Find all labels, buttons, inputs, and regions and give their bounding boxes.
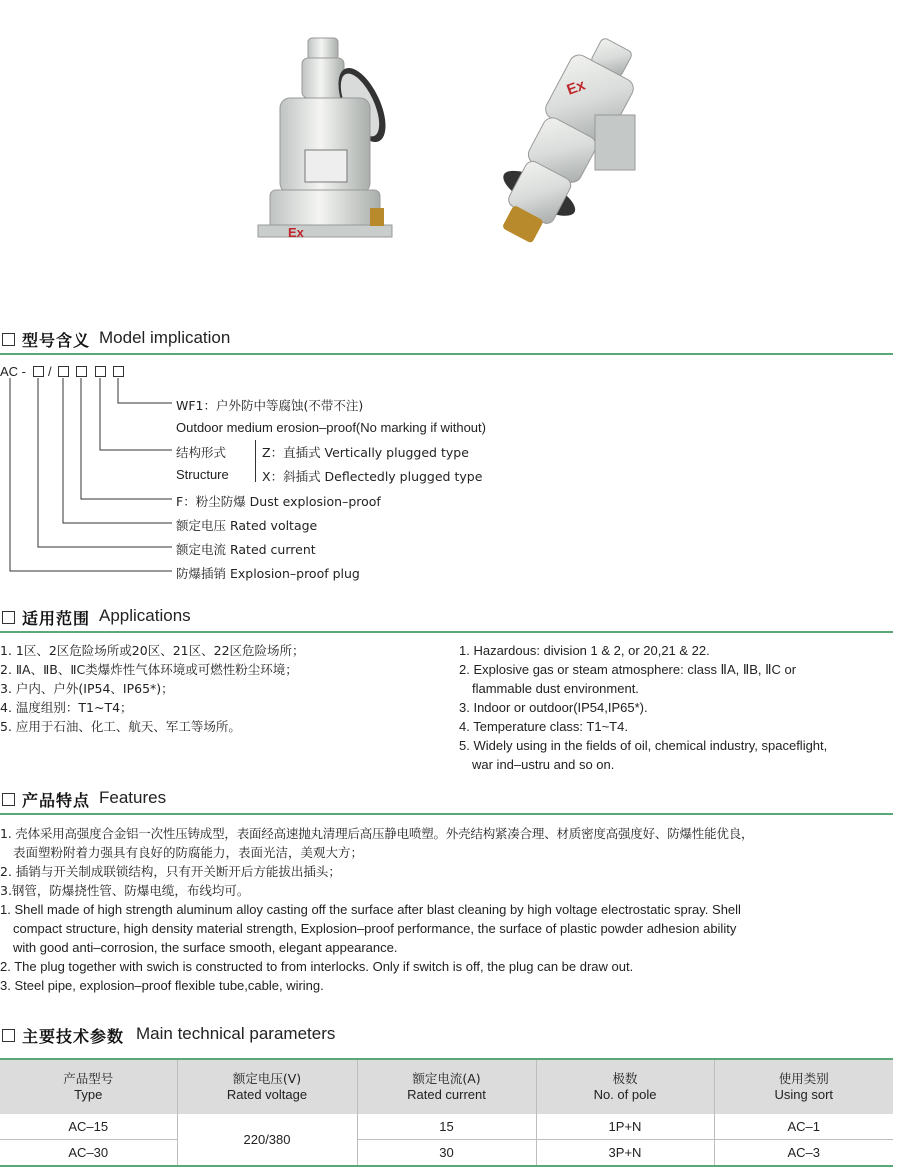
list-item: 1. 壳体采用高强度合金铝一次性压铸成型，表面经高速抛丸清理后高压静电喷塑。外壳结构紧凑合理、材质密度高强度好、防爆性能优良， — [0, 826, 754, 841]
list-item: 1. Shell made of high strength aluminum alloy casting off the surface after blast cleaning by high voltage electrostatic spray. Shell — [0, 902, 741, 917]
applications-en-list — [459, 641, 827, 774]
structure-brace — [255, 440, 256, 482]
list-item: 5. 应用于石油、化工、航天、军工等场所。 — [0, 719, 241, 734]
ex-mark-right: Ex — [564, 76, 588, 99]
section-header-model — [0, 327, 893, 355]
checkbox-icon — [2, 793, 15, 806]
section-title-en: Main technical parameters — [136, 1024, 336, 1043]
list-item: 1. 1区、2区危险场所或20区、21区、22区危险场所； — [0, 643, 305, 658]
section-title-en: Model implication — [99, 328, 231, 347]
z-type-label: Z：直插式 Vertically plugged type — [262, 445, 469, 460]
header-sort: 使用类别 Using sort — [714, 1059, 893, 1114]
wf1-desc-en: Outdoor medium erosion–proof(No marking if without) — [176, 420, 486, 435]
list-item: 4. Temperature class: T1~T4. — [459, 719, 628, 734]
section-header-params — [0, 1023, 893, 1049]
list-item: 3. Indoor or outdoor(IP54,IP65*). — [459, 700, 648, 715]
list-item: 2. Explosive gas or steam atmosphere: class ⅡA, ⅡB, ⅡC or — [459, 662, 797, 677]
model-code-slash: / — [48, 364, 52, 379]
cell-current: 15 — [357, 1114, 536, 1140]
f-dust-label: F：粉尘防爆 Dust explosion–proof — [176, 494, 381, 509]
list-item: 4. 温度组别：T1~T4； — [0, 700, 133, 715]
list-item: with good anti–corrosion, the surface smooth, elegant appearance. — [13, 940, 398, 955]
list-item: 2. The plug together with swich is constructed to from interlocks. Only if switch is off, the plug can be draw out. — [0, 959, 634, 974]
checkbox-icon — [2, 1029, 15, 1042]
table-row — [0, 1114, 893, 1140]
plug-label: 防爆插销 Explosion–proof plug — [176, 566, 360, 581]
checkbox-icon — [2, 333, 15, 346]
model-code-prefix: AC - — [0, 364, 26, 379]
model-code-leader-lines — [0, 376, 180, 576]
header-voltage: 额定电压(V) Rated voltage — [177, 1059, 357, 1114]
section-header-features — [0, 787, 893, 815]
header-poles: 极数 No. of pole — [536, 1059, 714, 1114]
list-item: 3. Steel pipe, explosion–proof flexible tube,cable, wiring. — [0, 978, 324, 993]
current-label: 额定电流 Rated current — [176, 542, 316, 557]
cell-sort: AC–1 — [714, 1114, 893, 1140]
cell-poles: 3P+N — [536, 1140, 714, 1167]
cell-current: 30 — [357, 1140, 536, 1167]
section-title-en: Applications — [99, 606, 191, 625]
section-title-zh: 产品特点 — [22, 791, 91, 810]
list-item: 3.钢管，防爆挠性管、防爆电缆，布线均可。 — [0, 883, 250, 898]
cell-type: AC–30 — [0, 1140, 177, 1167]
cell-type: AC–15 — [0, 1114, 177, 1140]
table-row — [0, 1140, 893, 1167]
header-current: 额定电流(A) Rated current — [357, 1059, 536, 1114]
section-title-zh: 主要技术参数 — [22, 1027, 125, 1046]
list-item: compact structure, high density material strength, Explosion–proof performance, the surface of plastic powder adhesion ability — [13, 921, 737, 936]
checkbox-icon — [2, 611, 15, 624]
header-type: 产品型号 Type — [0, 1059, 177, 1114]
table-header-row — [0, 1059, 893, 1114]
list-item: flammable dust environment. — [472, 681, 639, 696]
ex-mark-left: Ex — [288, 225, 304, 240]
list-item: 5. Widely using in the fields of oil, chemical industry, spaceflight, — [459, 738, 828, 753]
section-title-en: Features — [99, 788, 167, 807]
voltage-label: 额定电压 Rated voltage — [176, 518, 318, 533]
list-item: 2. ⅡA、ⅡB、ⅡC类爆炸性气体环境或可燃性粉尘环境； — [0, 662, 298, 677]
technical-parameters-table — [0, 1058, 893, 1167]
structure-label-zh: 结构形式 — [176, 445, 227, 460]
section-title-zh: 适用范围 — [22, 609, 91, 628]
section-header-applications — [0, 605, 893, 633]
list-item: 3. 户内、户外(IP54、IP65*)； — [0, 681, 174, 696]
structure-label-en: Structure — [176, 467, 229, 482]
cell-sort: AC–3 — [714, 1140, 893, 1167]
product-photo-vertical — [250, 30, 400, 260]
features-list — [0, 824, 898, 995]
cell-poles: 1P+N — [536, 1114, 714, 1140]
wf1-desc-zh: WF1：户外防中等腐蚀(不带不注) — [176, 398, 364, 413]
cell-voltage: 220/380 — [177, 1114, 357, 1166]
list-item: 表面塑粉附着力强具有良好的防腐能力，表面光洁，美观大方； — [13, 845, 364, 860]
list-item: war ind–ustru and so on. — [472, 757, 615, 772]
x-type-label: X：斜插式 Deflectedly plugged type — [262, 469, 483, 484]
applications-zh-list — [0, 641, 305, 736]
list-item: 1. Hazardous: division 1 & 2, or 20,21 & 22. — [459, 643, 710, 658]
product-photo-deflected — [475, 30, 645, 270]
list-item: 2. 插销与开关制成联锁结构，只有开关断开后方能拔出插头； — [0, 864, 341, 879]
section-title-zh: 型号含义 — [22, 331, 91, 350]
